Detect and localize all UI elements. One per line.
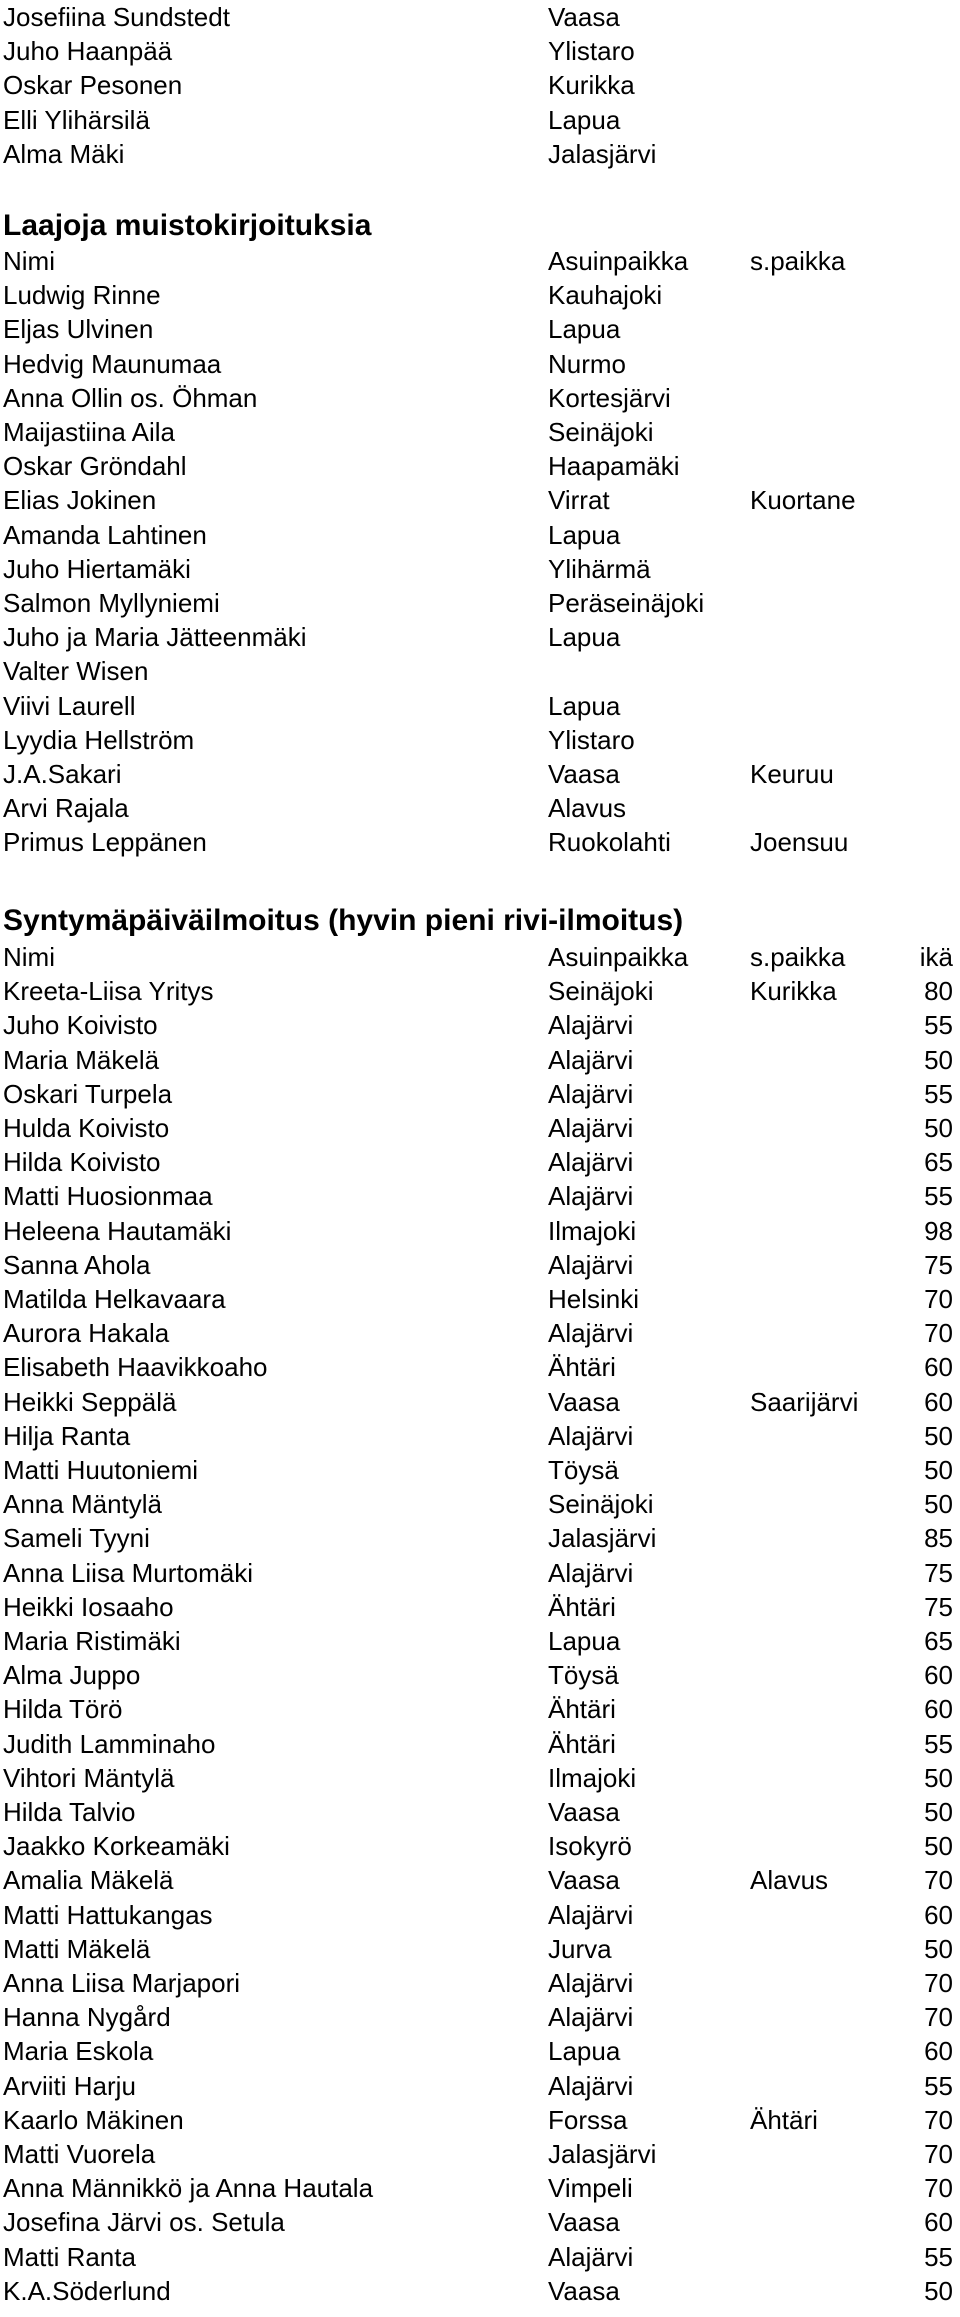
residence: Vaasa (548, 2275, 620, 2306)
table-row (0, 1077, 960, 1111)
person-name: Hedvig Maunumaa (3, 348, 222, 379)
residence: Lapua (548, 314, 621, 345)
person-name: Viivi Laurell (3, 690, 136, 721)
residence: Alajärvi (548, 1113, 634, 1143)
table-header (0, 940, 960, 974)
age: 60 (924, 1352, 953, 1383)
age: 60 (924, 2207, 953, 2238)
header-age: ikä (919, 942, 953, 972)
person-name: Amalia Mäkelä (3, 1865, 174, 1896)
table-row (0, 2034, 960, 2068)
table-row (0, 654, 960, 688)
list-item (0, 137, 960, 171)
person-name: Maria Ristimäki (3, 1626, 181, 1656)
person-name: Kaarlo Mäkinen (3, 2104, 184, 2135)
table-row (0, 518, 960, 552)
table-row (0, 1043, 960, 1077)
age: 55 (924, 2241, 953, 2272)
residence: Vaasa (548, 2, 620, 32)
person-name: Amanda Lahtinen (3, 519, 207, 550)
list-item (0, 103, 960, 137)
person-name: Anna Liisa Marjapori (3, 1968, 241, 1998)
person-name: Elias Jokinen (3, 485, 157, 516)
age: 60 (924, 1386, 953, 1417)
table-row (0, 278, 960, 312)
table-row (0, 620, 960, 654)
table-row (0, 552, 960, 586)
residence: Vaasa (548, 1797, 620, 1827)
age: 70 (924, 1865, 953, 1896)
header-name: Nimi (3, 942, 55, 972)
list-item (0, 68, 960, 102)
section-title-memorials: Laajoja muistokirjoituksia (3, 209, 372, 242)
table-row (0, 2171, 960, 2205)
person-name: Oskari Turpela (3, 1078, 173, 1109)
person-name: Eljas Ulvinen (3, 314, 154, 345)
residence: Alajärvi (548, 1899, 634, 1930)
birthplace: Ähtäri (750, 2104, 818, 2135)
residence: Haapamäki (548, 451, 680, 482)
age: 50 (924, 1933, 953, 1964)
table-row (0, 1932, 960, 1966)
residence: Alajärvi (548, 1420, 634, 1451)
person-name: Juho Hiertamäki (3, 553, 191, 584)
list-item (0, 34, 960, 68)
person-name: Hilda Törö (3, 1694, 123, 1725)
age: 50 (924, 1831, 953, 1862)
residence: Jalasjärvi (548, 2139, 657, 2169)
residence: Jurva (548, 1933, 612, 1964)
person-name: Hanna Nygård (3, 2002, 171, 2033)
residence: Töysä (548, 1660, 619, 1691)
table-row (0, 1761, 960, 1795)
residence: Vaasa (548, 1865, 620, 1896)
age: 50 (924, 1762, 953, 1793)
person-name: Matti Mäkelä (3, 1933, 151, 1964)
section-title-birthdays: Syntymäpäiväilmoitus (hyvin pieni rivi-ilmoitus) (3, 904, 684, 937)
table-row (0, 347, 960, 381)
residence: Alajärvi (548, 2002, 634, 2033)
residence: Peräseinäjoki (548, 588, 705, 618)
birthplace: Kuortane (750, 485, 856, 516)
age: 50 (924, 1455, 953, 1485)
residence: Alajärvi (548, 2241, 634, 2272)
person-name: Oskar Gröndahl (3, 451, 187, 482)
residence: Kauhajoki (548, 280, 663, 311)
residence: Lapua (548, 1626, 621, 1656)
person-name: Elisabeth Haavikkoaho (3, 1352, 268, 1383)
residence: Seinäjoki (548, 1489, 654, 1520)
birthplace: Alavus (750, 1865, 829, 1896)
table-row (0, 1898, 960, 1932)
age: 70 (924, 1284, 953, 1314)
table-row (0, 1521, 960, 1555)
residence: Alajärvi (548, 1147, 634, 1178)
age: 60 (924, 1660, 953, 1691)
person-name: K.A.Söderlund (3, 2275, 171, 2306)
person-name: Arviiti Harju (3, 2070, 136, 2101)
person-name: Anna Liisa Murtomäki (3, 1557, 253, 1588)
age: 50 (924, 1420, 953, 1451)
person-name: Oskar Pesonen (3, 70, 183, 101)
table-row (0, 1350, 960, 1384)
person-name: Arvi Rajala (3, 793, 129, 824)
table-row (0, 791, 960, 825)
residence: Töysä (548, 1455, 619, 1485)
header-residence: Asuinpaikka (548, 942, 689, 972)
age: 55 (924, 1010, 953, 1041)
residence: Vaasa (548, 2207, 620, 2238)
table-row (0, 415, 960, 449)
residence: Vaasa (548, 1386, 620, 1417)
residence: Seinäjoki (548, 976, 654, 1007)
residence: Lapua (548, 2036, 621, 2067)
person-name: Matti Huosionmaa (3, 1181, 213, 1212)
person-name: Hilda Talvio (3, 1797, 136, 1827)
table-row (0, 2240, 960, 2274)
age: 60 (924, 2036, 953, 2067)
list-item (0, 0, 960, 34)
age: 50 (924, 1489, 953, 1520)
person-name: Heleena Hautamäki (3, 1215, 232, 1246)
person-name: Jaakko Korkeamäki (3, 1831, 230, 1862)
person-name: Maria Mäkelä (3, 1044, 160, 1075)
person-name: Ludwig Rinne (3, 280, 161, 311)
table-row (0, 1966, 960, 2000)
residence: Vimpeli (548, 2173, 633, 2204)
residence: Alajärvi (548, 2070, 634, 2101)
table-row (0, 2137, 960, 2171)
residence: Virrat (548, 485, 610, 516)
residence: Alajärvi (548, 1044, 634, 1075)
table-row (0, 586, 960, 620)
age: 50 (924, 1113, 953, 1143)
table-row (0, 974, 960, 1008)
table-row (0, 1658, 960, 1692)
person-name: Heikki Seppälä (3, 1386, 177, 1417)
person-name: Primus Leppänen (3, 827, 207, 858)
person-name: Juho Haanpää (3, 36, 173, 67)
birthplace: Keuruu (750, 759, 834, 789)
table-row (0, 1316, 960, 1350)
person-name: Kreeta-Liisa Yritys (3, 976, 214, 1007)
table-row (0, 1214, 960, 1248)
person-name: Vihtori Mäntylä (3, 1762, 175, 1793)
header-residence: Asuinpaikka (548, 246, 689, 276)
header-birthplace: s.paikka (750, 942, 846, 972)
table-row (0, 381, 960, 415)
table-row (0, 1145, 960, 1179)
residence: Ähtäri (548, 1352, 616, 1383)
header-name: Nimi (3, 246, 55, 276)
person-name: Sameli Tyyni (3, 1523, 150, 1554)
table-row (0, 1008, 960, 1042)
table-row (0, 1556, 960, 1590)
person-name: Sanna Ahola (3, 1249, 151, 1280)
table-row (0, 2205, 960, 2239)
table-row (0, 723, 960, 757)
residence: Kortesjärvi (548, 382, 671, 413)
person-name: Hilda Koivisto (3, 1147, 161, 1178)
person-name: Heikki Iosaaho (3, 1591, 174, 1622)
person-name: Matti Hattukangas (3, 1899, 213, 1930)
age: 70 (924, 2104, 953, 2135)
table-row (0, 1248, 960, 1282)
age: 80 (924, 976, 953, 1007)
table-row (0, 1590, 960, 1624)
residence: Jalasjärvi (548, 138, 657, 169)
table-row (0, 2069, 960, 2103)
table-row (0, 1419, 960, 1453)
age: 65 (924, 1147, 953, 1178)
table-row (0, 825, 960, 859)
person-name: Maijastiina Aila (3, 417, 175, 447)
age: 70 (924, 2139, 953, 2169)
table-row (0, 1727, 960, 1761)
age: 55 (924, 1728, 953, 1759)
residence: Nurmo (548, 348, 627, 379)
table-row (0, 1863, 960, 1897)
person-name: Josefina Järvi os. Setula (3, 2207, 285, 2238)
person-name: Juho Koivisto (3, 1010, 158, 1041)
person-name: Juho ja Maria Jätteenmäki (3, 622, 307, 653)
residence: Forssa (548, 2104, 628, 2135)
table-row (0, 757, 960, 791)
age: 75 (924, 1249, 953, 1280)
residence: Alajärvi (548, 1557, 634, 1588)
person-name: Alma Juppo (3, 1660, 141, 1691)
table-row (0, 1795, 960, 1829)
person-name: Salmon Myllyniemi (3, 588, 220, 618)
age: 70 (924, 1968, 953, 1998)
residence: Jalasjärvi (548, 1523, 657, 1554)
table-row (0, 1282, 960, 1316)
table-row (0, 2000, 960, 2034)
residence: Ähtäri (548, 1591, 616, 1622)
person-name: Anna Mäntylä (3, 1489, 162, 1520)
person-name: J.A.Sakari (3, 759, 122, 789)
age: 50 (924, 2275, 953, 2306)
residence: Vaasa (548, 759, 620, 789)
age: 70 (924, 2173, 953, 2204)
residence: Kurikka (548, 70, 635, 101)
person-name: Hilja Ranta (3, 1420, 131, 1451)
residence: Lapua (548, 104, 621, 135)
age: 70 (924, 2002, 953, 2033)
person-name: Anna Männikkö ja Anna Hautala (3, 2173, 374, 2204)
residence: Alajärvi (548, 1181, 634, 1212)
age: 55 (924, 1181, 953, 1212)
residence: Isokyrö (548, 1831, 632, 1862)
person-name: Matti Ranta (3, 2241, 136, 2272)
age: 50 (924, 1797, 953, 1827)
residence: Alajärvi (548, 1010, 634, 1041)
age: 75 (924, 1591, 953, 1622)
table-row (0, 1179, 960, 1213)
table-row (0, 1624, 960, 1658)
person-name: Anna Ollin os. Öhman (3, 382, 258, 413)
residence: Lapua (548, 622, 621, 653)
residence: Alajärvi (548, 1318, 634, 1349)
age: 85 (924, 1523, 953, 1554)
age: 60 (924, 1694, 953, 1725)
residence: Helsinki (548, 1284, 640, 1314)
table-row (0, 1111, 960, 1145)
residence: Ähtäri (548, 1728, 616, 1759)
residence: Lapua (548, 690, 621, 721)
residence: Lapua (548, 519, 621, 550)
table-row (0, 689, 960, 723)
age: 65 (924, 1626, 953, 1656)
table-row (0, 312, 960, 346)
age: 75 (924, 1557, 953, 1588)
birthplace: Saarijärvi (750, 1386, 859, 1417)
header-birthplace: s.paikka (750, 246, 846, 276)
residence: Ilmajoki (548, 1215, 637, 1246)
age: 55 (924, 2070, 953, 2101)
age: 60 (924, 1899, 953, 1930)
age: 70 (924, 1318, 953, 1349)
table-row (0, 1453, 960, 1487)
person-name: Valter Wisen (3, 656, 149, 687)
person-name: Matilda Helkavaara (3, 1284, 226, 1314)
residence: Alajärvi (548, 1968, 634, 1998)
table-row (0, 449, 960, 483)
residence: Alajärvi (548, 1078, 634, 1109)
table-row (0, 1829, 960, 1863)
table-row (0, 483, 960, 517)
person-name: Matti Vuorela (3, 2139, 156, 2169)
table-header (0, 244, 960, 278)
person-name: Alma Mäki (3, 138, 125, 169)
person-name: Judith Lamminaho (3, 1728, 216, 1759)
person-name: Maria Eskola (3, 2036, 154, 2067)
residence: Ylihärmä (548, 553, 651, 584)
birthplace: Joensuu (750, 827, 849, 858)
table-row (0, 2274, 960, 2308)
person-name: Elli Ylihärsilä (3, 104, 150, 135)
table-row (0, 2103, 960, 2137)
person-name: Aurora Hakala (3, 1318, 170, 1349)
person-name: Lyydia Hellström (3, 724, 195, 755)
table-row (0, 1487, 960, 1521)
age: 98 (924, 1215, 953, 1246)
person-name: Hulda Koivisto (3, 1113, 170, 1143)
birthplace: Kurikka (750, 976, 837, 1007)
table-row (0, 1692, 960, 1726)
table-row (0, 1385, 960, 1419)
residence: Ylistaro (548, 36, 635, 67)
residence: Ilmajoki (548, 1762, 637, 1793)
age: 55 (924, 1078, 953, 1109)
age: 50 (924, 1044, 953, 1075)
person-name: Josefiina Sundstedt (3, 2, 230, 32)
residence: Seinäjoki (548, 417, 654, 447)
residence: Ähtäri (548, 1694, 616, 1725)
residence: Ruokolahti (548, 827, 671, 858)
residence: Ylistaro (548, 724, 635, 755)
residence: Alajärvi (548, 1249, 634, 1280)
residence: Alavus (548, 793, 627, 824)
person-name: Matti Huutoniemi (3, 1455, 199, 1485)
